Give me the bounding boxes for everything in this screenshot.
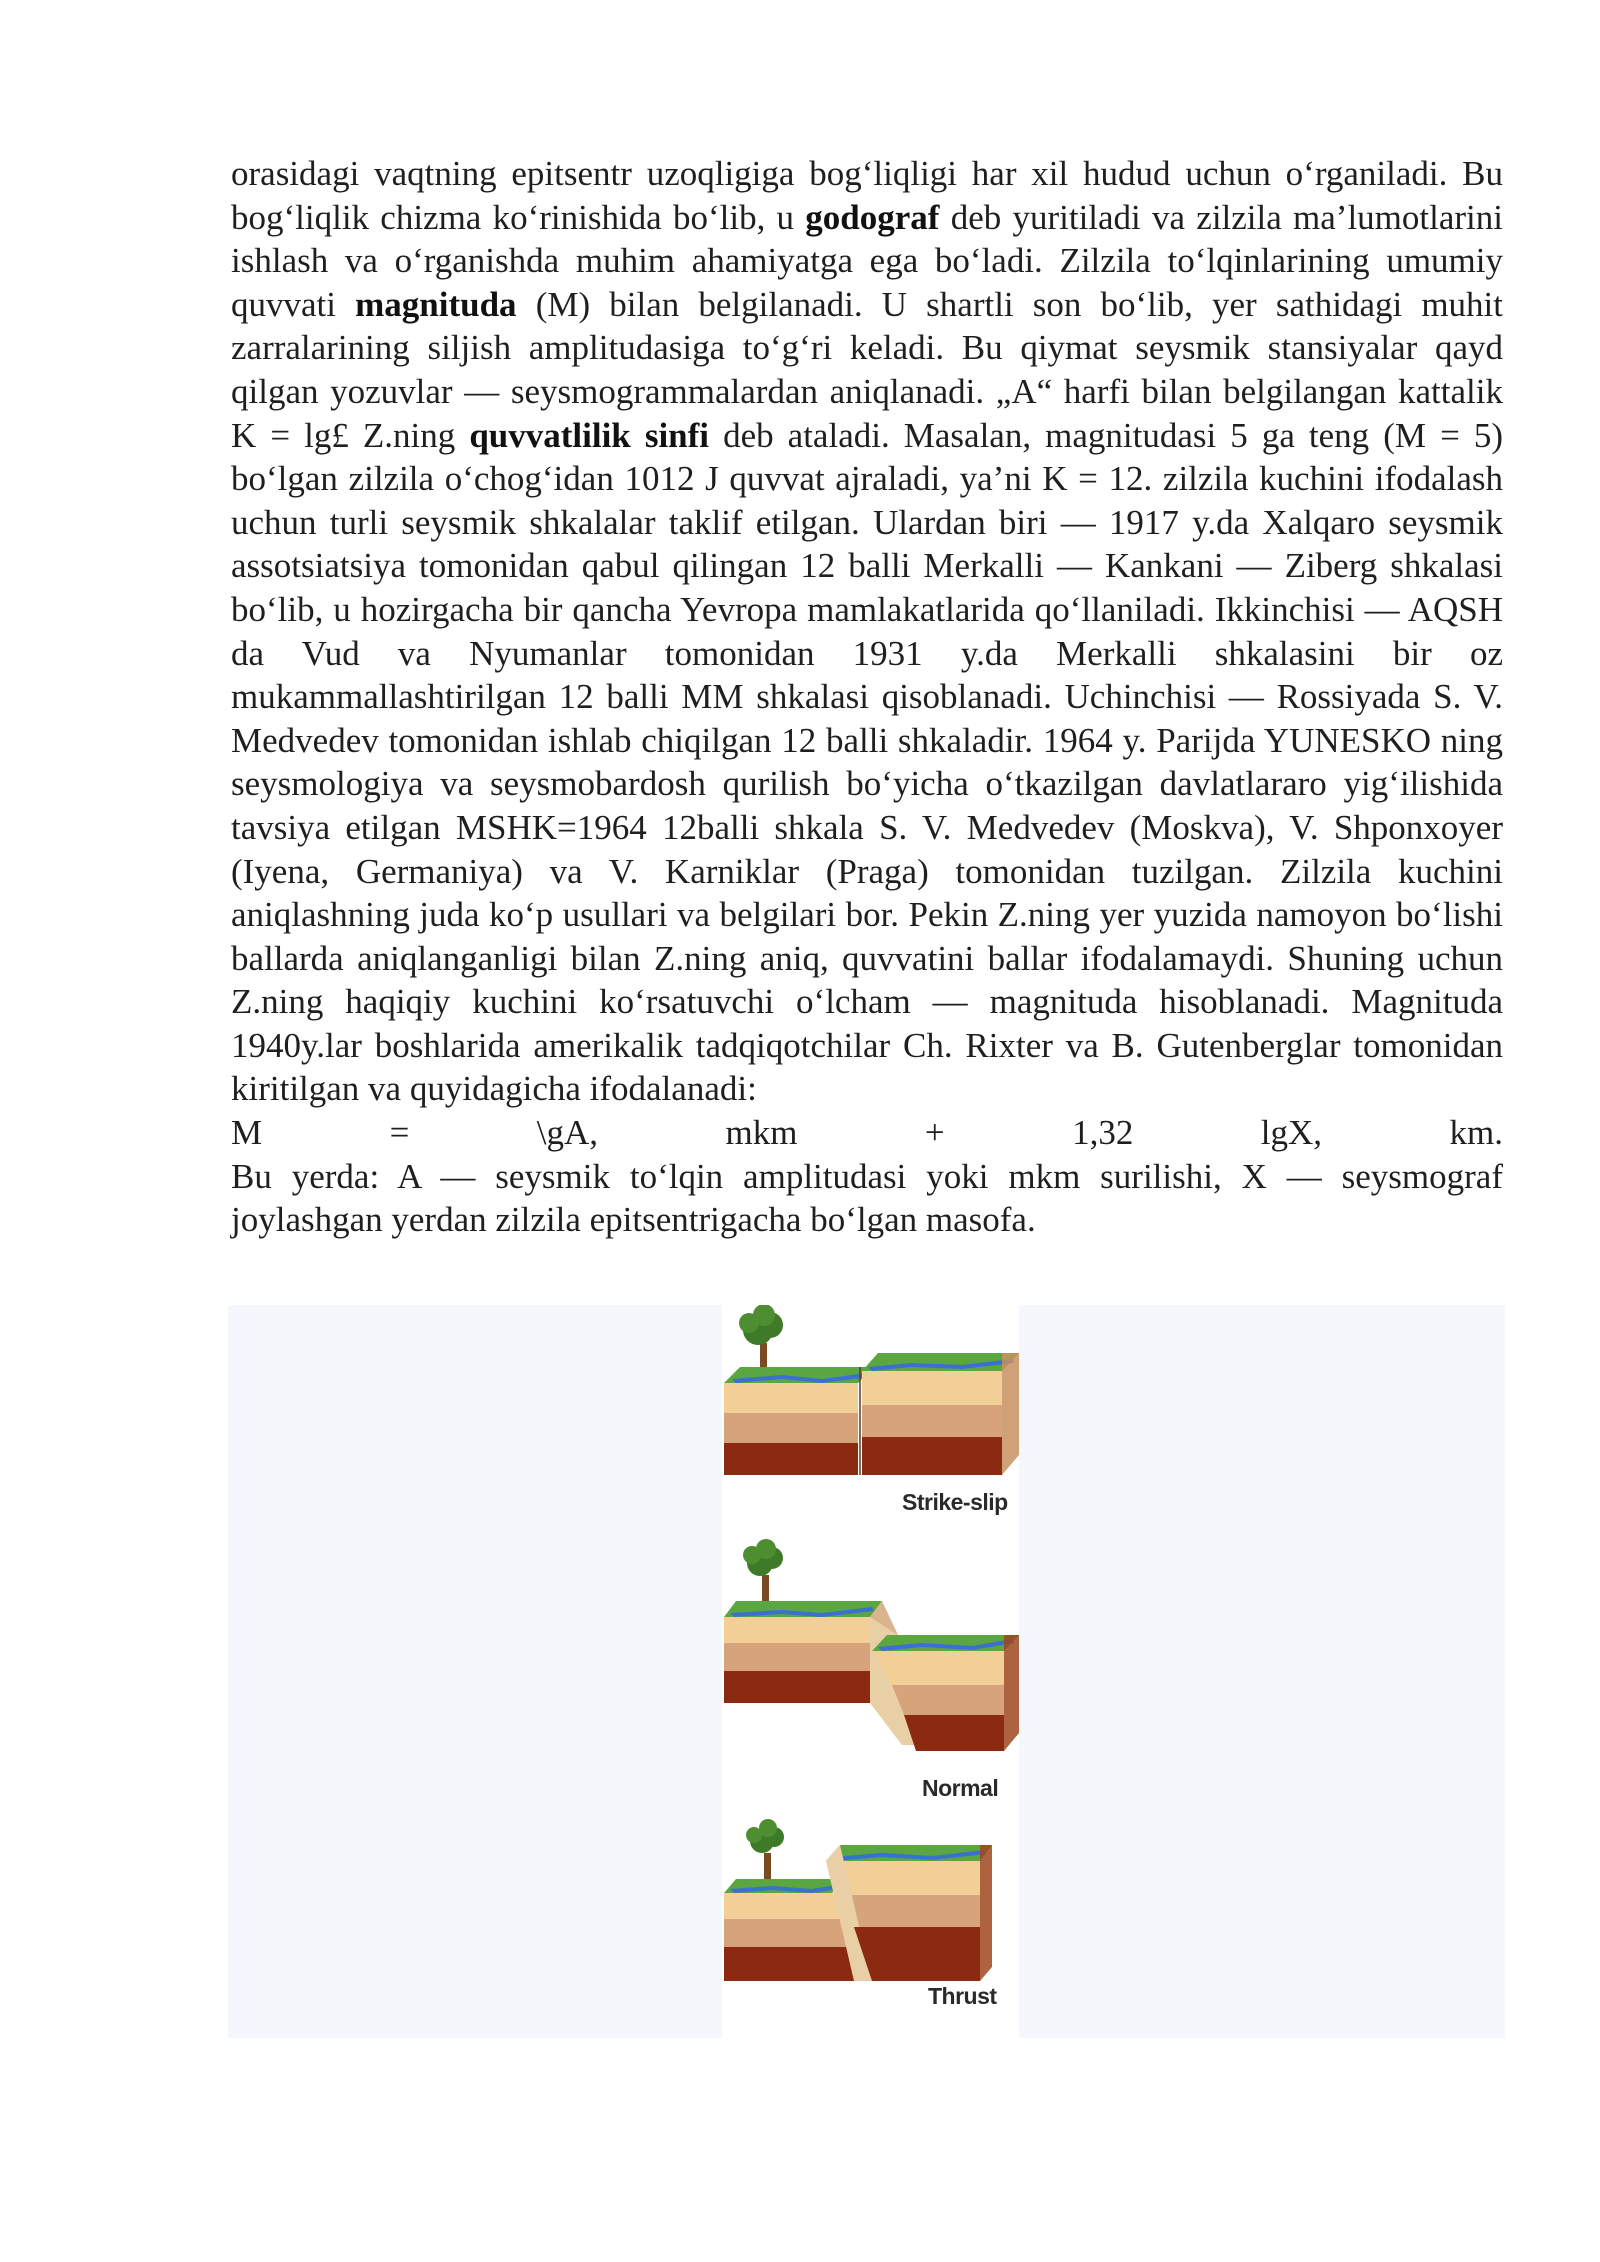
layer-sand bbox=[724, 1893, 844, 1919]
text-run: (M) bilan belgilanadi. U shartli son bo‘lib, yer sathidagi muhit zarralarining siljish amplitudasiga to‘g‘ri keladi. Bu qiymat seysmik stansiyalar qayd qilgan yozuvlar — seysmogrammalardan aniqlanadi. „A“ harfi bilan belgilangan kattalik K = lg£ Z.ning bbox=[231, 284, 1504, 455]
fault-types-figure bbox=[228, 1305, 1505, 2038]
explanation-paragraph: Bu yerda: A — seysmik to‘lqin amplitudasi yoki mkm surilishi, X — seysmograf joylashgan yerdan zilzila epitsentrigacha bo‘lgan masofa. bbox=[231, 1156, 1503, 1240]
tree-trunk bbox=[762, 1575, 769, 1603]
formula-term: M bbox=[231, 1113, 263, 1153]
layer-rock bbox=[904, 1715, 1004, 1751]
thrust-fault-diagram bbox=[724, 1819, 992, 1981]
formula-term: mkm bbox=[725, 1113, 798, 1153]
tree-canopy bbox=[739, 1313, 759, 1333]
layer-rock bbox=[854, 1927, 980, 1981]
formula-term: = bbox=[389, 1113, 410, 1153]
tree-trunk bbox=[764, 1853, 771, 1879]
text-run: deb ataladi. Masalan, magnitudasi 5 ga teng (M = 5) bo‘lgan zilzila o‘chog‘idan 1012 J quvvat ajraladi, ya’ni K = 12. zilzila kuchini ifodalash uchun turli seysmik shkalalar taklif etilgan. Ulardan biri — 1917 y.da Xalqaro seysmik assotsiatsiya tomonidan qabul qilingan 12 balli Merkalli — Kankani — Ziberg shkalasi bo‘lib, u hozirgacha bir qancha Yevropa mamlakatlarida qo‘llaniladi. Ikkinchisi — AQSH da Vud va Nyumanlar tomonidan 1931 y.da Merkalli shkalasini bir oz mukammallashtirilgan 12 balli MM shkalasi qisoblanadi. Uchinchisi — Rossiyada S. V. Medvedev tomonidan ishlab chiqilgan 12 balli shkaladir. 1964 y. Parijda YUNESKO ning seysmologiya va seysmobardosh qurilish bo‘yicha o‘tkazilgan davlatlararo yig‘ilishida tavsiya etilgan MSHK=1964 12balli shkala S. V. Medvedev (Moskva), V. Shponxoyer (Iyena, Germaniya) va V. Karniklar (Praga) tomonidan tuzilgan. Zilzila kuchini aniqlashning juda ko‘p usullari va belgilari bor. Pekin Z.ning yer yuzida namoyon bo‘lishi ballarda aniqlanganligi bilan Z.ning aniq, quvvatini ballar ifodalamaydi. Shuning uchun Z.ning haqiqiy kuchini ko‘rsatuvchi o‘lcham — magnituda hisoblanadi. Magnituda 1940y.lar boshlarida amerikalik tadqiqotchilar Ch. Rixter va B. Gutenberglar tomonidan kiritilgan va quyidagicha ifodalanadi: bbox=[231, 415, 1504, 1109]
layer-sand bbox=[724, 1617, 870, 1643]
fault-diagrams-svg bbox=[722, 1305, 1019, 2038]
term-magnituda: magnituda bbox=[355, 284, 517, 324]
formula-term: \gA, bbox=[536, 1113, 599, 1153]
tree-canopy bbox=[743, 1546, 761, 1564]
layer-sand bbox=[872, 1651, 1004, 1685]
formula-term: + bbox=[924, 1113, 945, 1153]
formula-term: lgX, bbox=[1260, 1113, 1323, 1153]
formula-term: 1,32 bbox=[1072, 1113, 1134, 1153]
layer-clay bbox=[724, 1919, 854, 1947]
layer-sand bbox=[862, 1371, 1002, 1405]
layer-rock bbox=[724, 1671, 870, 1703]
term-godograf: godograf bbox=[805, 197, 940, 237]
layer-rock bbox=[724, 1443, 858, 1475]
side-face bbox=[1004, 1635, 1019, 1751]
body-text bbox=[231, 152, 1503, 1242]
formula-term: km. bbox=[1449, 1113, 1503, 1153]
label-thrust: Thrust bbox=[928, 1983, 997, 2009]
term-quvvatlilik-sinfi: quvvatlilik sinfi bbox=[469, 415, 710, 455]
text-run: deb yuritiladi va zilzila ma’lumotlarini ishlash va o‘rganishda muhim ahamiyatga ega bo‘ladi. Zilzila to‘lqinlarining umumiy quvvati bbox=[231, 197, 1503, 324]
layer-sand bbox=[724, 1383, 858, 1413]
side-face bbox=[980, 1845, 992, 1981]
label-normal: Normal bbox=[922, 1775, 999, 1801]
layer-clay bbox=[724, 1413, 858, 1443]
normal-fault-diagram bbox=[724, 1539, 1019, 1751]
main-paragraph bbox=[231, 152, 1503, 1111]
label-strike-slip: Strike-slip bbox=[902, 1489, 1008, 1515]
layer-clay bbox=[724, 1643, 870, 1671]
layer-clay bbox=[892, 1685, 1004, 1715]
text-run: orasidagi vaqtning epitsentr uzoqligiga bog‘liqligi har xil hudud uchun o‘rganiladi. Bu bog‘liqlik chizma ko‘rinishida bo‘lib, u bbox=[231, 154, 1503, 237]
fault-illustration bbox=[722, 1305, 1019, 2038]
layer-clay bbox=[862, 1405, 1002, 1437]
layer-rock bbox=[862, 1437, 1002, 1475]
tree-canopy bbox=[746, 1827, 762, 1843]
magnitude-formula bbox=[231, 1111, 1503, 1155]
layer-clay bbox=[840, 1895, 980, 1927]
side-face bbox=[1002, 1353, 1019, 1475]
layer-rock bbox=[724, 1947, 864, 1981]
strike-slip-diagram bbox=[724, 1305, 1019, 1475]
